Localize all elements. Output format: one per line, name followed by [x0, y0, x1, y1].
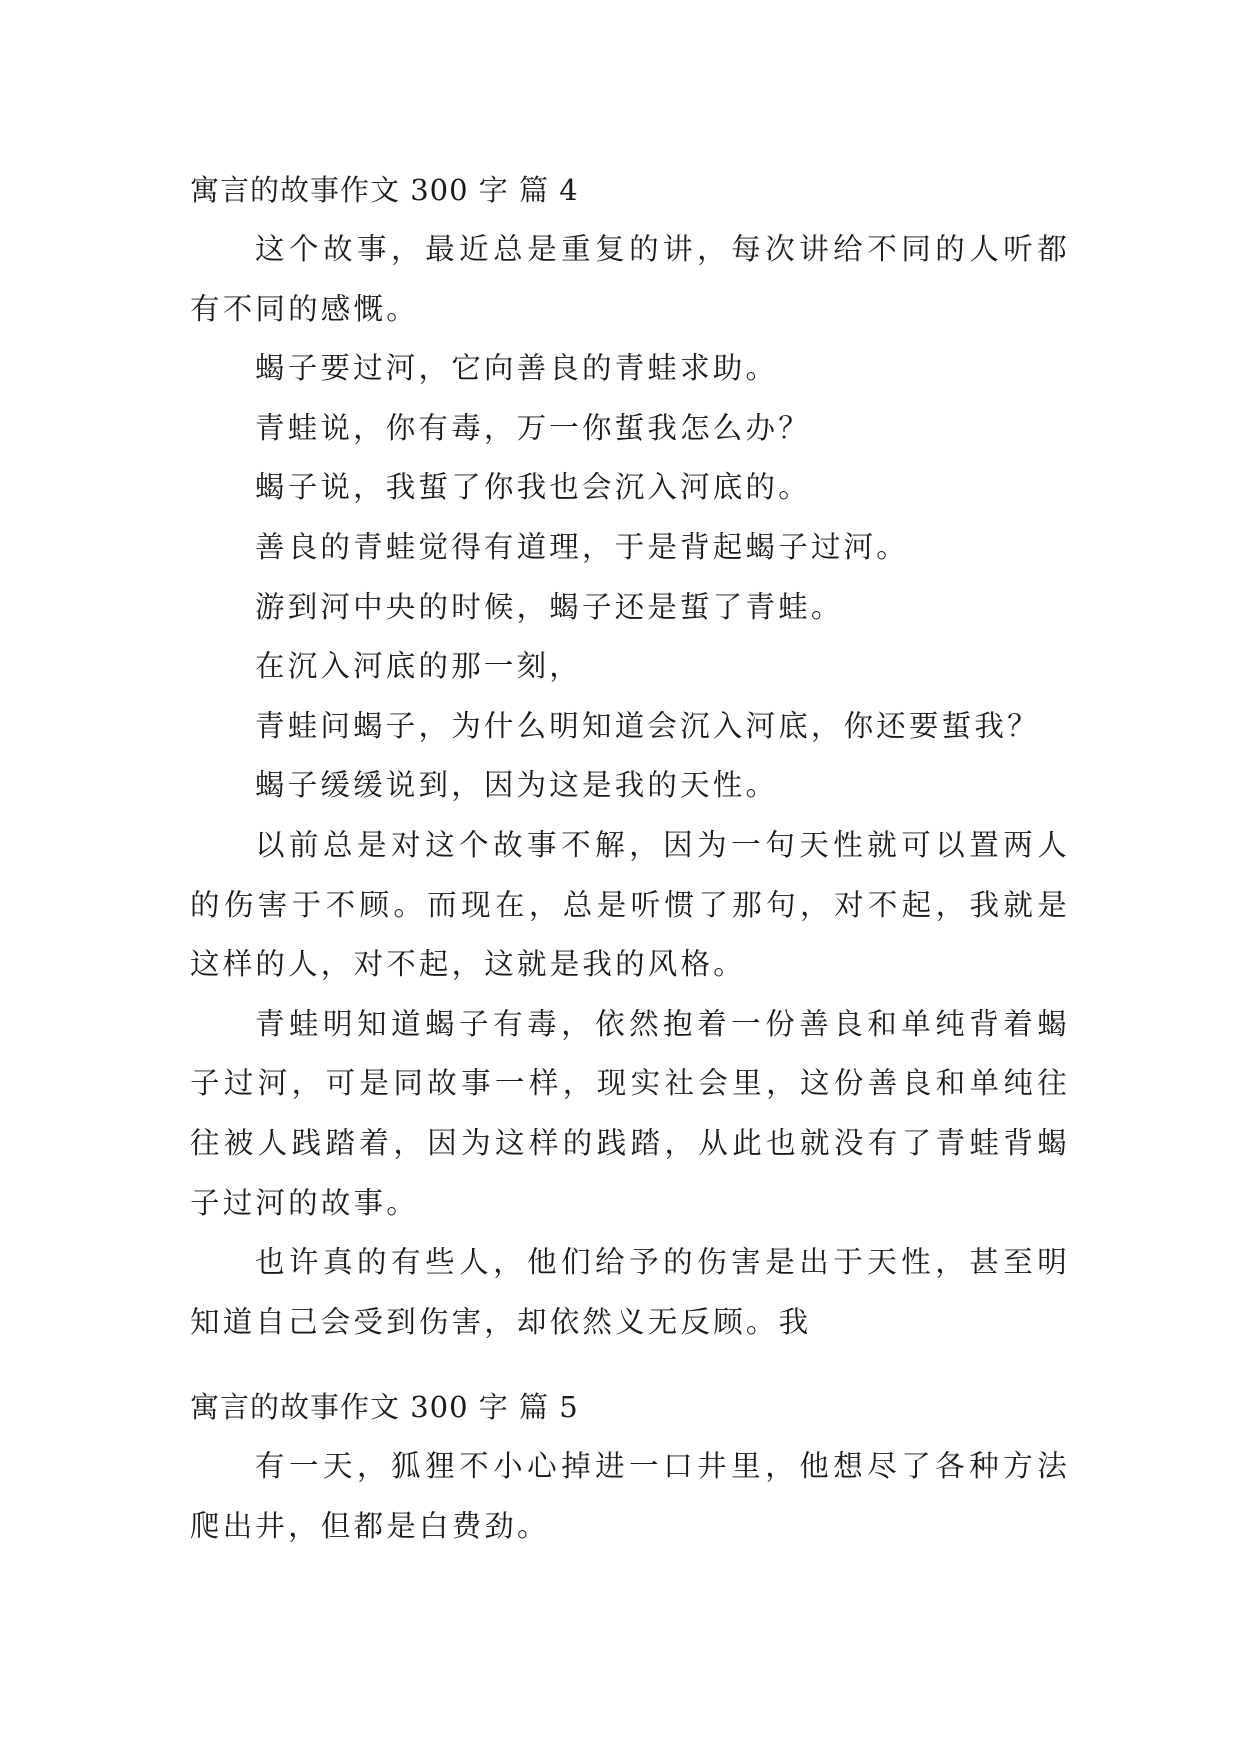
essay-section-5	[190, 1377, 1070, 1556]
section-heading: 寓言的故事作文 300 字 篇 5	[190, 1390, 579, 1424]
essay-section-4	[190, 160, 1070, 1352]
paragraph: 游到河中央的时候，蝎子还是蜇了青蛙。	[255, 589, 844, 624]
section-heading: 寓言的故事作文 300 字 篇 4	[190, 173, 579, 207]
paragraph: 蝎子要过河，它向善良的青蛙求助。	[255, 351, 779, 386]
paragraph: 善良的青蛙觉得有道理，于是背起蝎子过河。	[255, 529, 910, 564]
paragraph: 这个故事，最近总是重复的讲，每次讲给不同的人听都有不同的感慨。	[190, 232, 1070, 326]
paragraph: 青蛙明知道蝎子有毒，依然抱着一份善良和单纯背着蝎子过河，可是同故事一样，现实社会里，这份善良和单纯往往被人践踏着，因为这样的践踏，从此也就没有了青蛙背蝎子过河的故事。	[190, 1006, 1070, 1220]
paragraph: 也许真的有些人，他们给予的伤害是出于天性，甚至明知道自己会受到伤害，却依然义无反顾。我	[190, 1245, 1070, 1339]
paragraph: 有一天，狐狸不小心掉进一口井里，他想尽了各种方法爬出井，但都是白费劲。	[190, 1449, 1070, 1543]
paragraph: 蝎子说，我蜇了你我也会沉入河底的。	[255, 470, 811, 505]
paragraph: 青蛙问蝎子，为什么明知道会沉入河底，你还要蜇我？	[255, 708, 1040, 743]
paragraph: 青蛙说，你有毒，万一你蜇我怎么办？	[255, 410, 811, 445]
paragraph: 以前总是对这个故事不解，因为一句天性就可以置两人的伤害于不顾。而现在，总是听惯了那句，对不起，我就是这样的人，对不起，这就是我的风格。	[190, 827, 1070, 982]
paragraph: 在沉入河底的那一刻，	[255, 649, 583, 684]
paragraph: 蝎子缓缓说到，因为这是我的天性。	[255, 768, 779, 803]
